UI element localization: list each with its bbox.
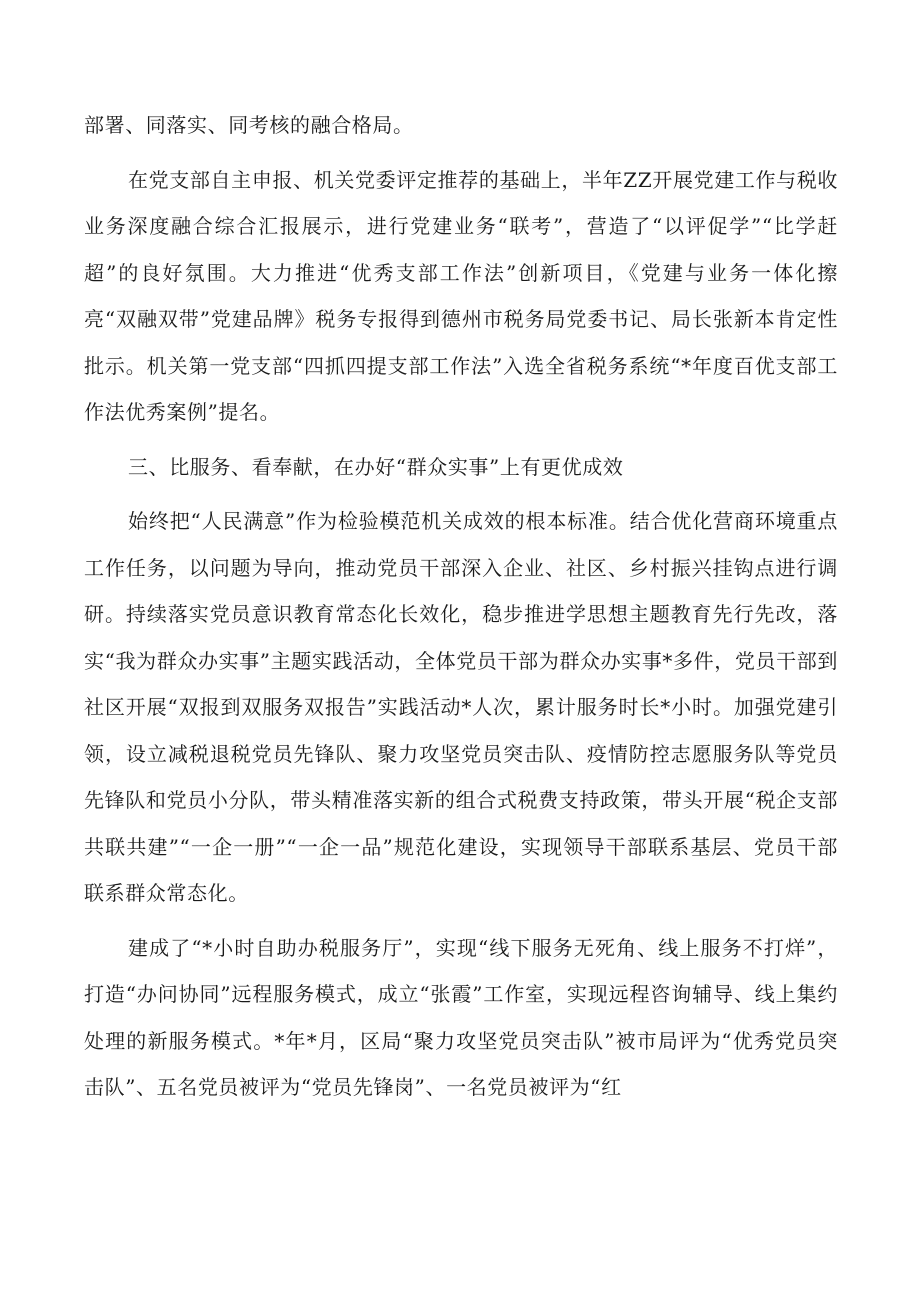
section-heading-service: 三、比服务、看奉献，在办好“群众实事”上有更优成效 bbox=[128, 454, 624, 479]
paragraph-service-hall: 建成了“*小时自助办税服务厅”，实现“线下服务无死角、线上服务不打烊”，打造“办问协同”远程服务模式，成立“张霞”工作室，实现远程咨询辅导、线上集约处理的新服务模式。*年*月，区局“聚力攻坚党员突击队”被市局评为“优秀党员突击队”、五名党员被评为“党员先锋岗”、一名党员被评为“红 bbox=[84, 935, 838, 1099]
paragraph-continuation: 部署、同落实、同考核的融合格局。 bbox=[84, 113, 414, 137]
paragraph-branch-evaluation: 在党支部自主申报、机关党委评定推荐的基础上，半年ZZ开展党建工作与税收业务深度融合综合汇报展示，进行党建业务“联考”，营造了“以评促学”“比学赶超”的良好氛围。大力推进“优秀支部工作法”创新项目，《党建与业务一体化擦亮“双融双带”党建品牌》税务专报得到德州市税务局党委书记、局长张新本肯定性批示。机关第一党支部“四抓四提支部工作法”入选全省税务系统“*年度百优支部工作法优秀案例”提名。 bbox=[84, 167, 838, 424]
document-body bbox=[84, 102, 838, 1111]
paragraph-people-satisfaction: 始终把“人民满意”作为检验模范机关成效的根本标准。结合优化营商环境重点工作任务，以问题为导向，推动党员干部深入企业、社区、乡村振兴挂钩点进行调研。持续落实党员意识教育常态化长效化，稳步推进学思想主题教育先行先改，落实“我为群众办实事”主题实践活动，全体党员干部为群众办实事*多件，党员干部到社区开展“双报到双服务双报告”实践活动*人次，累计服务时长*小时。加强党建引领，设立减税退税党员先锋队、聚力攻坚党员突击队、疫情防控志愿服务队等党员先锋队和党员小分队，带头精准落实新的组合式税费支持政策，带头开展“税企支部共联共建”“一企一册”“一企一品”规范化建设，实现领导干部联系基层、党员干部联系群众常态化。 bbox=[84, 509, 838, 905]
